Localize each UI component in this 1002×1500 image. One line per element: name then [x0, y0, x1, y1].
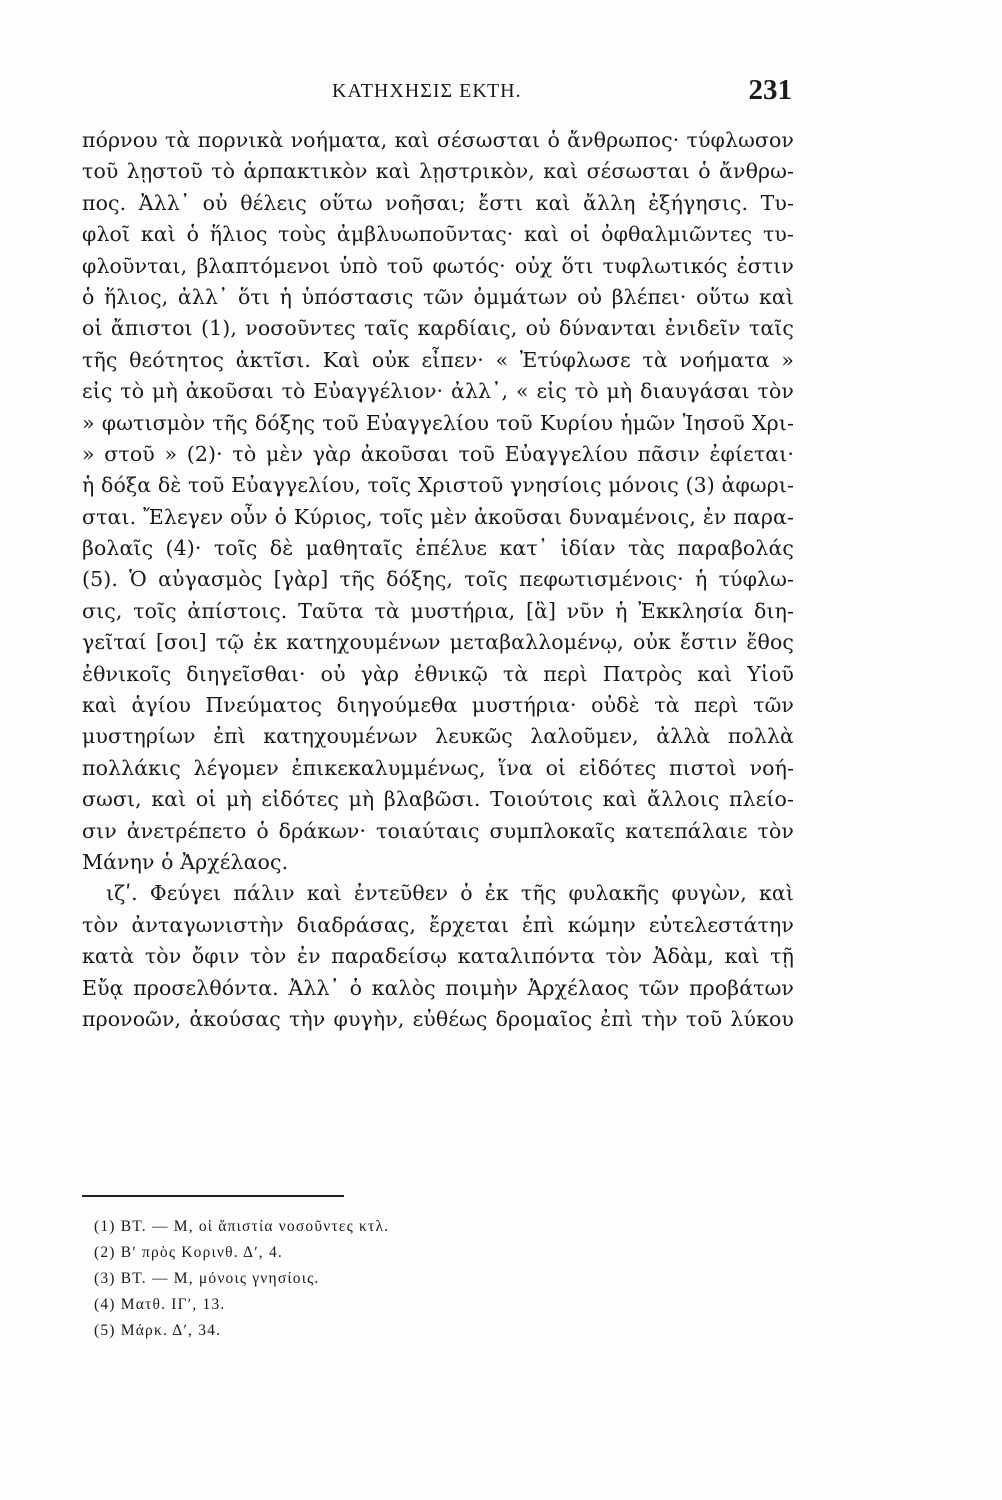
running-title: ΚΑΤΗΧΗΣΙΣ ΕΚΤΗ. [332, 80, 522, 102]
text-line: (5). Ὁ αὐγασμὸς [γὰρ] τῆς δόξης, τοῖς πεφωτισμένοις· ἡ τύφλω- [82, 567, 794, 592]
footnote-2: (2) Βʹ πρὸς Κορινθ. Δʹ, 4. [94, 1244, 283, 1261]
text-line: εἰς τὸ μὴ ἀκοῦσαι τὸ Εὐαγγέλιον· ἀλλ᾽, « εἰς τὸ μὴ διαυγάσαι τὸν [82, 379, 794, 404]
text-line: τὸν ἀνταγωνιστὴν διαδράσας, ἔρχεται ἐπὶ κώμην εὐτελεστάτην [82, 912, 794, 937]
paragraph-end-line: Μάνην ὁ Ἀρχέλαος. [82, 849, 289, 874]
text-line: πόρνου τὰ πορνικὰ νοήματα, καὶ σέσωσται ὁ ἄνθρωπος· τύφλωσον [82, 128, 794, 152]
text-line: ἡ δόξα δὲ τοῦ Εὐαγγελίου, τοῖς Χριστοῦ γνησίοις μόνοις (3) ἀφωρι- [82, 473, 794, 498]
text-line: τῆς θεότητος ἀκτῖσι. Καὶ οὐκ εἶπεν· « Ἐτύφλωσε τὰ νοήματα » [82, 347, 794, 372]
text-line: βολαῖς (4)· τοῖς δὲ μαθηταῖς ἐπέλυε κατ᾽ ἰδίαν τὰς παραβολάς [82, 536, 794, 561]
text-line: τοῦ λῃστοῦ τὸ ἁρπακτικὸν καὶ λῃστρικὸν, καὶ σέσωσται ὁ ἄνθρω- [82, 159, 794, 184]
text-line: φλοῖ καὶ ὁ ἥλιος τοὺς ἀμβλυωποῦντας· καὶ οἱ ὀφθαλμιῶντες τυ- [82, 222, 794, 247]
text-line: σιν ἀνετρέπετο ὁ δράκων· τοιαύταις συμπλοκαῖς κατεπάλαιε τὸν [82, 818, 794, 843]
footnote-5: (5) Μάρκ. Δʹ, 34. [94, 1322, 222, 1339]
footnote-separator [82, 1195, 344, 1197]
page-number: 231 [748, 74, 792, 106]
text-line: προνοῶν, ἀκούσας τὴν φυγὴν, εὐθέως δρομαῖος ἐπὶ τὴν τοῦ λύκου [82, 1006, 794, 1031]
main-text-block [82, 125, 794, 1035]
text-line: σται. Ἔλεγεν οὖν ὁ Κύριος, τοῖς μὲν ἀκοῦσαι δυναμένοις, ἐν παρα- [82, 504, 794, 529]
text-line: σις, τοῖς ἀπίστοις. Ταῦτα τὰ μυστήρια, [ἃ] νῦν ἡ Ἐκκλησία διη- [82, 598, 794, 623]
text-line: πολλάκις λέγομεν ἐπικεκαλυμμένως, ἵνα οἱ εἰδότες πιστοὶ νοή- [82, 755, 794, 780]
text-line: ἐθνικοῖς διηγεῖσθαι· οὐ γὰρ ἐθνικῷ τὰ περὶ Πατρὸς καὶ Υἱοῦ [82, 661, 794, 686]
text-line: » φωτισμὸν τῆς δόξης τοῦ Εὐαγγελίου τοῦ Κυρίου ἡμῶν Ἰησοῦ Χρι- [82, 410, 794, 435]
text-line: γεῖταί [σοι] τῷ ἐκ κατηχουμένων μεταβαλλομένῳ, οὐκ ἔστιν ἔθος [82, 630, 794, 655]
footnote-1: (1) ΒΤ. — Μ, οἱ ἄπιστία νοσοῦντες κτλ. [94, 1218, 390, 1235]
footnote-3: (3) ΒΤ. — Μ, μόνοις γνησίοις. [94, 1270, 320, 1287]
text-line: κατὰ τὸν ὄφιν τὸν ἐν παραδείσῳ καταλιπόντα τὸν Ἀδὰμ, καὶ τῇ [82, 944, 794, 969]
text-line: πος. Ἀλλ᾽ οὐ θέλεις οὕτω νοῆσαι; ἔστι καὶ ἄλλη ἐξήγησις. Τυ- [82, 190, 794, 215]
page-header [82, 74, 792, 114]
text-line: οἱ ἄπιστοι (1), νοσοῦντες ταῖς καρδίαις, οὐ δύνανται ἐνιδεῖν ταῖς [82, 316, 794, 341]
text-line: μυστηρίων ἐπὶ κατηχουμένων λευκῶς λαλοῦμεν, ἀλλὰ πολλὰ [82, 724, 794, 749]
text-line: ὁ ἥλιος, ἀλλ᾽ ὅτι ἡ ὑπόστασις τῶν ὀμμάτων οὐ βλέπει· οὕτω καὶ [82, 284, 794, 309]
footnote-4: (4) Ματθ. ΙΓʹ, 13. [94, 1296, 226, 1313]
text-line: » στοῦ » (2)· τὸ μὲν γὰρ ἀκοῦσαι τοῦ Εὐαγγελίου πᾶσιν ἐφίεται· [82, 441, 794, 466]
text-line: Εὔᾳ προσελθόντα. Ἀλλ᾽ ὁ καλὸς ποιμὴν Ἀρχέλαος τῶν προβάτων [82, 975, 794, 1000]
text-line: φλοῦνται, βλαπτόμενοι ὑπὸ τοῦ φωτός· οὐχ ὅτι τυφλωτικός ἐστιν [82, 253, 794, 278]
footnotes [94, 1214, 694, 1344]
text-line: καὶ ἁγίου Πνεύματος διηγούμεθα μυστήρια· οὐδὲ τὰ περὶ τῶν [82, 693, 794, 718]
section-start-line: ιζʹ. Φεύγει πάλιν καὶ ἐντεῦθεν ὁ ἐκ τῆς φυλακῆς φυγὼν, καὶ [106, 881, 794, 906]
text-line: σωσι, καὶ οἱ μὴ εἰδότες μὴ βλαβῶσι. Τοιούτοις καὶ ἄλλοις πλείο- [82, 787, 794, 812]
